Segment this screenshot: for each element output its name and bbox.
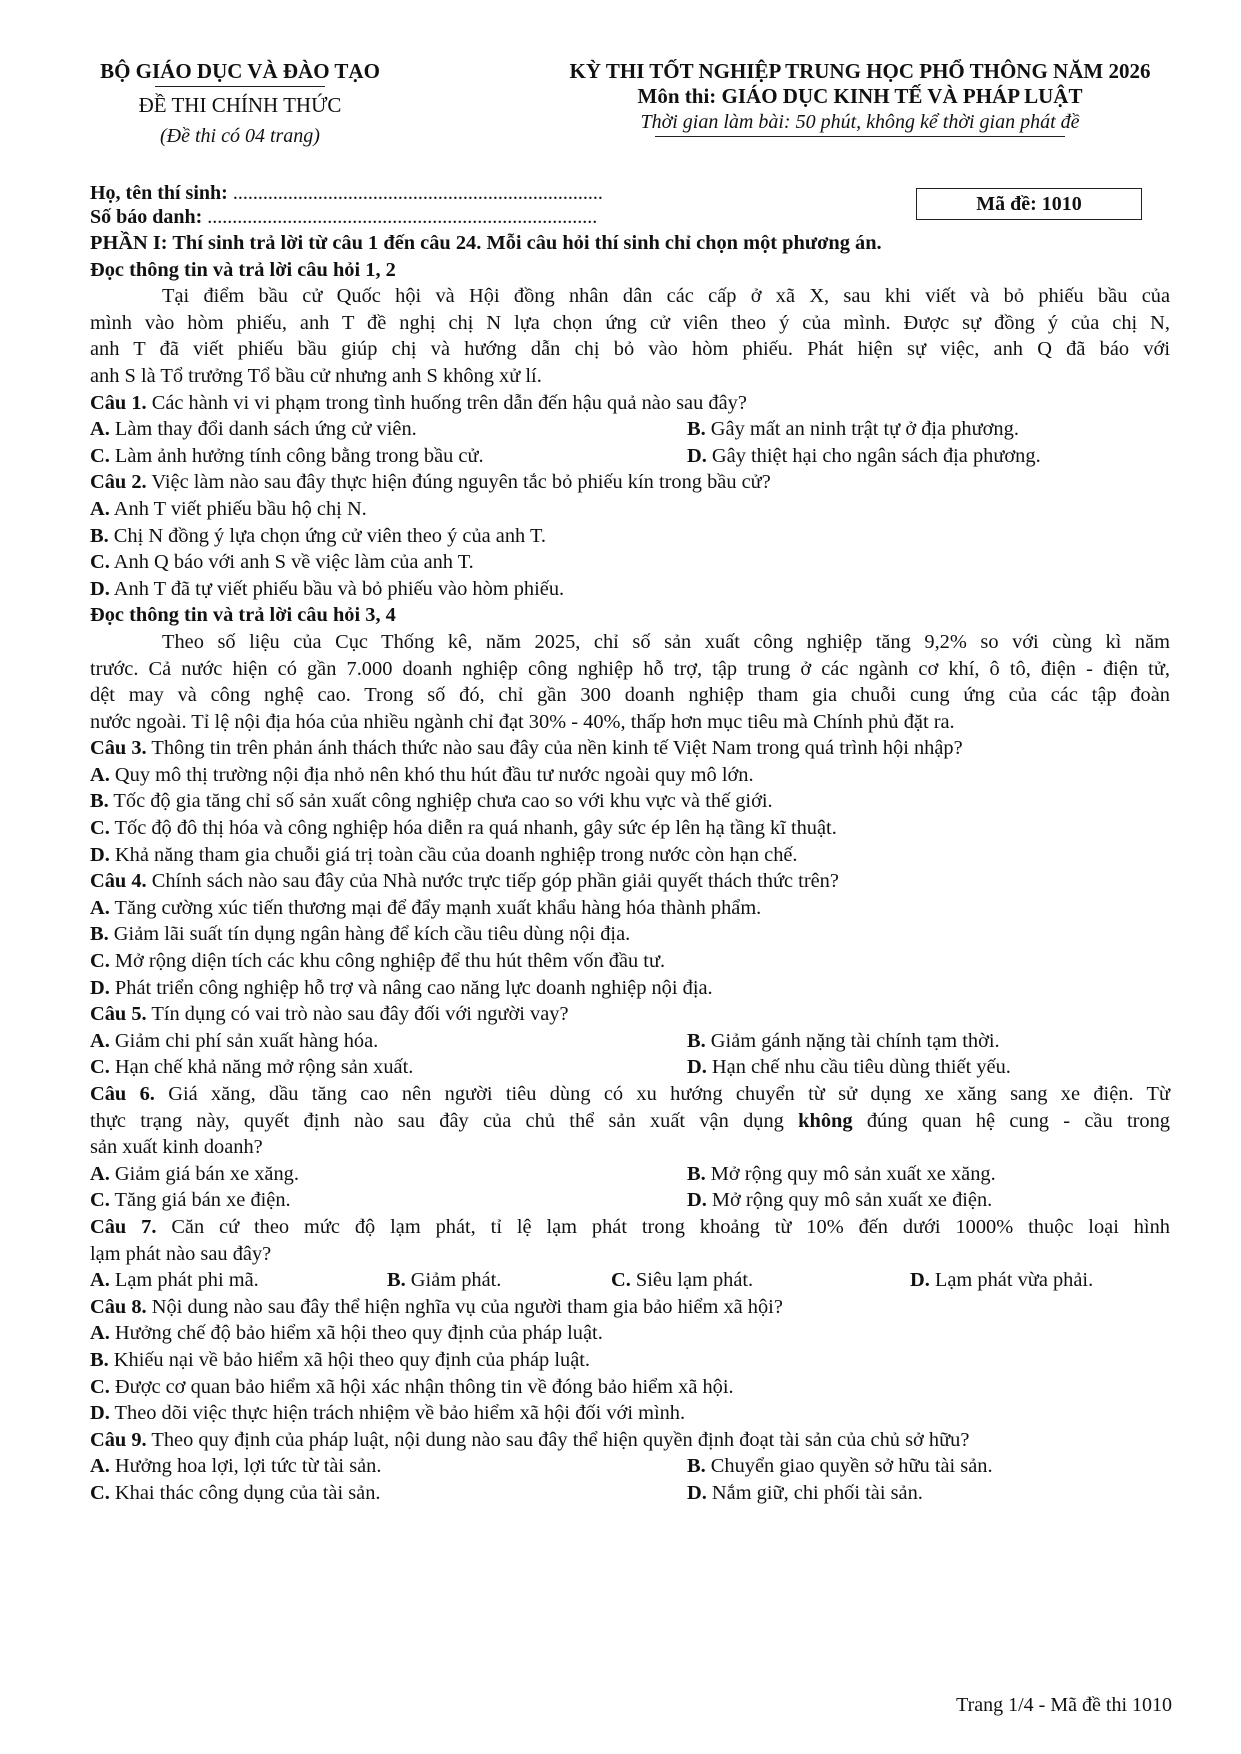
- option-text: Giảm chi phí sản xuất hàng hóa.: [109, 1029, 379, 1052]
- option-letter: C.: [90, 1189, 110, 1212]
- question-8: [90, 1294, 1170, 1321]
- header-left: [90, 58, 390, 153]
- question-5-text: Tín dụng có vai trò nào sau đây đối với người vay?: [146, 1003, 569, 1026]
- option-letter: B.: [90, 524, 109, 547]
- question-2: [90, 469, 1170, 496]
- question-6-line: sản xuất kinh doanh?: [90, 1136, 263, 1159]
- exam-title: KỲ THI TỐT NGHIỆP TRUNG HỌC PHỔ THÔNG NĂM 2026: [569, 59, 1151, 83]
- option-letter: B.: [90, 790, 109, 813]
- option-b[interactable]: [90, 788, 1170, 815]
- question-7-line: lạm phát nào sau đây?: [90, 1242, 272, 1265]
- page-footer: Trang 1/4 - Mã đề thi 1010: [956, 1694, 1172, 1716]
- question-6-text: Giá xăng, dầu tăng cao nên người tiêu dùng có xu hướng chuyển từ sử dụng xe xăng sang xe điện. Từ: [154, 1083, 1171, 1105]
- option-letter: B.: [687, 1455, 706, 1478]
- question-1-options-row: [90, 416, 1170, 443]
- option-letter: A.: [90, 1162, 110, 1185]
- time-note: Thời gian làm bài: 50 phút, không kể thời gian phát đề: [640, 111, 1080, 133]
- option-c[interactable]: [90, 1054, 687, 1081]
- option-d[interactable]: [90, 842, 1170, 869]
- question-3-label: Câu 3.: [90, 737, 147, 760]
- option-letter: B.: [90, 1348, 109, 1371]
- option-text: Khả năng tham gia chuỗi giá trị toàn cầu của doanh nghiệp trong nước còn hạn chế.: [109, 843, 798, 866]
- option-letter: D.: [687, 1481, 707, 1504]
- option-a[interactable]: [90, 496, 1170, 523]
- reading2-line: trước. Cả nước hiện có gần 7.000 doanh nghiệp công nghiệp hỗ trợ, tập trung ở các ngành cơ khí, ô tô, điện - điện tử,: [90, 657, 1170, 680]
- reading2-line: Theo số liệu của Cục Thống kê, năm 2025, chỉ số sản xuất công nghiệp tăng 9,2% so với cùng kì năm: [162, 630, 1170, 653]
- question-6-options-row: [90, 1161, 1170, 1188]
- option-letter: A.: [90, 1269, 110, 1292]
- option-text: Nắm giữ, chi phối tài sản.: [706, 1481, 923, 1504]
- option-letter: D.: [90, 976, 110, 999]
- option-letter: C.: [90, 1056, 110, 1079]
- question-8-label: Câu 8.: [90, 1295, 147, 1318]
- option-a[interactable]: [90, 762, 1170, 789]
- question-7: [90, 1214, 1170, 1241]
- option-text: Tăng cường xúc tiến thương mại để đẩy mạnh xuất khẩu hàng hóa thành phẩm.: [109, 896, 762, 919]
- option-d[interactable]: [90, 1400, 1170, 1427]
- reading2-line: nước ngoài. Tỉ lệ nội địa hóa của nhiều ngành chỉ đạt 30% - 40%, thấp hơn mục tiêu mà Chính phủ đặt ra.: [90, 710, 955, 733]
- option-text: Mở rộng diện tích các khu công nghiệp để thu hút thêm vốn đầu tư.: [109, 950, 666, 973]
- option-text: Anh T viết phiếu bầu hộ chị N.: [109, 497, 367, 520]
- header-right: [490, 58, 1230, 137]
- option-text: Gây mất an ninh trật tự ở địa phương.: [705, 418, 1019, 441]
- option-d[interactable]: [910, 1267, 1093, 1294]
- option-c[interactable]: [90, 815, 1170, 842]
- question-6-text: thực trạng này, quyết định nào sau đây của chủ thể sản xuất vận dụng: [90, 1109, 799, 1132]
- question-1-label: Câu 1.: [90, 391, 147, 414]
- option-letter: D.: [687, 1189, 707, 1212]
- reading1-line: Tại điểm bầu cử Quốc hội và Hội đồng nhân dân các cấp ở xã X, sau khi viết và bỏ phiếu bầu của: [162, 285, 1170, 308]
- question-6-line: [90, 1108, 1170, 1135]
- question-7-label: Câu 7.: [90, 1215, 157, 1238]
- question-7-text: Căn cứ theo mức độ lạm phát, tỉ lệ lạm phát trong khoảng từ 10% đến dưới 1000% thuộc loại hình: [156, 1215, 1170, 1238]
- option-letter: B.: [687, 1162, 706, 1185]
- option-c[interactable]: [90, 549, 1170, 576]
- option-letter: B.: [90, 923, 109, 946]
- option-letter: C.: [90, 551, 110, 574]
- candidate-info: [90, 182, 1170, 230]
- option-text: Siêu lạm phát.: [630, 1269, 754, 1292]
- question-1-options-row: [90, 443, 1170, 470]
- question-9: [90, 1427, 1170, 1454]
- reading1-line: anh S là Tổ trưởng Tổ bầu cử nhưng anh S không xử lí.: [90, 364, 542, 387]
- option-text: Lạm phát phi mã.: [109, 1269, 259, 1292]
- option-b[interactable]: [687, 1161, 996, 1188]
- question-6-label: Câu 6.: [90, 1083, 155, 1105]
- option-text: Hạn chế nhu cầu tiêu dùng thiết yếu.: [706, 1056, 1011, 1079]
- option-letter: A.: [90, 1029, 110, 1052]
- option-letter: D.: [687, 444, 707, 467]
- question-5-options-row: [90, 1054, 1170, 1081]
- option-text: Anh T đã tự viết phiếu bầu và bỏ phiếu vào hòm phiếu.: [109, 577, 565, 600]
- option-text: Khiếu nại về bảo hiểm xã hội theo quy định của pháp luật.: [108, 1348, 591, 1371]
- option-b[interactable]: [90, 921, 1170, 948]
- option-letter: D.: [910, 1269, 930, 1292]
- part1-instruction: PHẦN I: Thí sinh trả lời từ câu 1 đến câu 24. Mỗi câu hỏi thí sinh chỉ chọn một phương án.: [90, 232, 882, 254]
- option-a[interactable]: [90, 1453, 687, 1480]
- option-letter: C.: [90, 1481, 110, 1504]
- option-text: Gây thiệt hại cho ngân sách địa phương.: [706, 444, 1041, 467]
- option-text: Mở rộng quy mô sản xuất xe xăng.: [705, 1162, 996, 1185]
- candidate-name-dots: ..........................................................................: [227, 182, 603, 204]
- subject-title: Môn thi: GIÁO DỤC KINH TẾ VÀ PHÁP LUẬT: [637, 84, 1083, 108]
- candidate-id-label: Số báo danh:: [90, 206, 203, 228]
- option-a[interactable]: [90, 1320, 1170, 1347]
- question-2-text: Việc làm nào sau đây thực hiện đúng nguyên tắc bỏ phiếu kín trong bầu cử?: [146, 471, 771, 494]
- option-letter: C.: [90, 817, 110, 840]
- option-c[interactable]: [90, 1480, 687, 1507]
- option-b[interactable]: [687, 1028, 1000, 1055]
- option-d[interactable]: [687, 1187, 992, 1214]
- option-text: Chuyển giao quyền sở hữu tài sản.: [705, 1455, 993, 1478]
- option-c[interactable]: [90, 948, 1170, 975]
- option-c[interactable]: [611, 1267, 753, 1294]
- option-letter: A.: [90, 1322, 110, 1345]
- option-c[interactable]: [90, 1187, 687, 1214]
- option-text: Hưởng hoa lợi, lợi tức từ tài sản.: [109, 1455, 382, 1478]
- question-4-text: Chính sách nào sau đây của Nhà nước trực tiếp góp phần giải quyết thách thức trên?: [146, 870, 839, 893]
- option-text: Khai thác công dụng của tài sản.: [109, 1481, 381, 1504]
- option-letter: A.: [90, 497, 110, 520]
- option-text: Lạm phát vừa phải.: [929, 1269, 1094, 1292]
- reading1-heading: Đọc thông tin và trả lời câu hỏi 1, 2: [90, 258, 396, 281]
- time-underline: [655, 136, 1065, 137]
- option-text: Quy mô thị trường nội địa nhỏ nên khó thu hút đầu tư nước ngoài quy mô lớn.: [109, 763, 754, 786]
- option-text: Tốc độ gia tăng chỉ số sản xuất công nghiệp chưa cao so với khu vực và thế giới.: [108, 790, 773, 813]
- option-text: Làm thay đổi danh sách ứng cử viên.: [109, 418, 417, 441]
- option-a[interactable]: [90, 1267, 259, 1294]
- question-9-options-row: [90, 1453, 1170, 1480]
- option-text: Hưởng chế độ bảo hiểm xã hội theo quy định của pháp luật.: [109, 1322, 603, 1345]
- option-letter: D.: [687, 1056, 707, 1079]
- option-text: Tốc độ đô thị hóa và công nghiệp hóa diễn ra quá nhanh, gây sức ép lên hạ tầng kĩ thuật.: [109, 817, 837, 840]
- option-c[interactable]: [90, 443, 687, 470]
- question-9-options-row: [90, 1480, 1170, 1507]
- option-a[interactable]: [90, 1028, 687, 1055]
- question-3-text: Thông tin trên phản ánh thách thức nào sau đây của nền kinh tế Việt Nam trong quá trình hội nhập?: [146, 737, 963, 760]
- candidate-name-label: Họ, tên thí sinh:: [90, 182, 228, 204]
- option-text: Tăng giá bán xe điện.: [109, 1189, 291, 1212]
- question-5-label: Câu 5.: [90, 1003, 147, 1026]
- ministry-underline: [155, 86, 325, 87]
- option-b[interactable]: [687, 1453, 993, 1480]
- official-label: ĐỀ THI CHÍNH THỨC: [138, 93, 342, 117]
- option-a[interactable]: [90, 416, 687, 443]
- option-letter: A.: [90, 896, 110, 919]
- reading1-line: mình vào hòm phiếu, anh T đề nghị chị N lựa chọn ứng cử viên theo ý của mình. Được sự đồng ý của chị N,: [90, 311, 1170, 334]
- question-5-options-row: [90, 1028, 1170, 1055]
- option-text: Giảm gánh nặng tài chính tạm thời.: [705, 1029, 1000, 1052]
- option-letter: B.: [387, 1269, 406, 1292]
- question-3: [90, 735, 1170, 762]
- candidate-id-dots: ..............................................................................: [202, 206, 598, 228]
- option-text: Chị N đồng ý lựa chọn ứng cử viên theo ý của anh T.: [108, 524, 546, 547]
- option-d[interactable]: [687, 443, 1041, 470]
- option-c[interactable]: [90, 1374, 1170, 1401]
- ministry-name: BỘ GIÁO DỤC VÀ ĐÀO TẠO: [100, 59, 380, 83]
- option-letter: C.: [90, 1375, 110, 1398]
- option-letter: D.: [90, 1402, 110, 1425]
- question-9-label: Câu 9.: [90, 1428, 147, 1451]
- reading2-heading: Đọc thông tin và trả lời câu hỏi 3, 4: [90, 604, 396, 627]
- option-d[interactable]: [687, 1480, 923, 1507]
- option-text: Mở rộng quy mô sản xuất xe điện.: [706, 1189, 993, 1212]
- question-6-negation: không: [798, 1109, 853, 1132]
- option-letter: C.: [90, 950, 110, 973]
- option-text: Giảm lãi suất tín dụng ngân hàng để kích cầu tiêu dùng nội địa.: [108, 923, 631, 946]
- option-letter: D.: [90, 843, 110, 866]
- reading1-line: anh T đã viết phiếu bầu giúp chị và hướng dẫn chị bỏ vào hòm phiếu. Phát hiện sự việc, anh Q đã báo với: [90, 338, 1170, 361]
- question-8-text: Nội dung nào sau đây thể hiện nghĩa vụ của người tham gia bảo hiểm xã hội?: [146, 1295, 783, 1318]
- question-1-text: Các hành vi vi phạm trong tình huống trên dẫn đến hậu quả nào sau đây?: [146, 391, 747, 414]
- option-d[interactable]: [90, 975, 1170, 1002]
- option-text: Làm ảnh hưởng tính công bằng trong bầu cử.: [109, 444, 484, 467]
- question-6: [90, 1081, 1170, 1108]
- option-a[interactable]: [90, 895, 1170, 922]
- question-4-label: Câu 4.: [90, 870, 147, 893]
- option-text: Giảm phát.: [405, 1269, 502, 1292]
- question-4: [90, 868, 1170, 895]
- candidate-id-row: [90, 206, 597, 228]
- option-letter: B.: [687, 418, 706, 441]
- candidate-name-row: [90, 182, 603, 204]
- option-text: Được cơ quan bảo hiểm xã hội xác nhận thông tin về đóng bảo hiểm xã hội.: [109, 1375, 734, 1398]
- option-letter: C.: [611, 1269, 631, 1292]
- option-d[interactable]: [90, 576, 1170, 603]
- option-a[interactable]: [90, 1161, 687, 1188]
- question-6-text: đúng quan hệ cung - cầu trong: [852, 1109, 1170, 1132]
- option-letter: A.: [90, 418, 110, 441]
- option-letter: A.: [90, 763, 110, 786]
- question-9-text: Theo quy định của pháp luật, nội dung nào sau đây thể hiện quyền định đoạt tài sản của chủ sở hữu?: [146, 1428, 970, 1451]
- option-b[interactable]: [90, 523, 1170, 550]
- option-d[interactable]: [687, 1054, 1011, 1081]
- question-6-options-row: [90, 1187, 1170, 1214]
- reading2-line: dệt may và công nghệ cao. Trong số đó, chỉ gần 300 doanh nghiệp tham gia chuỗi cung ứng của các tập đoàn: [90, 684, 1170, 707]
- exam-page: [90, 58, 1170, 1507]
- option-letter: A.: [90, 1455, 110, 1478]
- option-b[interactable]: [387, 1267, 501, 1294]
- exam-code-box: Mã đề: 1010: [916, 188, 1142, 220]
- option-text: Anh Q báo với anh S về việc làm của anh T.: [109, 551, 474, 574]
- option-text: Phát triển công nghiệp hỗ trợ và nâng cao năng lực doanh nghiệp nội địa.: [109, 976, 713, 999]
- pages-note: (Đề thi có 04 trang): [160, 125, 320, 147]
- question-5: [90, 1001, 1170, 1028]
- option-letter: B.: [687, 1029, 706, 1052]
- option-text: Hạn chế khả năng mở rộng sản xuất.: [109, 1056, 414, 1079]
- option-text: Giảm giá bán xe xăng.: [109, 1162, 299, 1185]
- option-letter: C.: [90, 444, 110, 467]
- option-b[interactable]: [90, 1347, 1170, 1374]
- option-text: Theo dõi việc thực hiện trách nhiệm về bảo hiểm xã hội đối với mình.: [109, 1402, 686, 1425]
- question-1: [90, 390, 1170, 417]
- option-b[interactable]: [687, 416, 1019, 443]
- exam-header: [90, 58, 1170, 178]
- option-letter: D.: [90, 577, 110, 600]
- question-7-options-row: [90, 1267, 1170, 1294]
- question-2-label: Câu 2.: [90, 471, 147, 494]
